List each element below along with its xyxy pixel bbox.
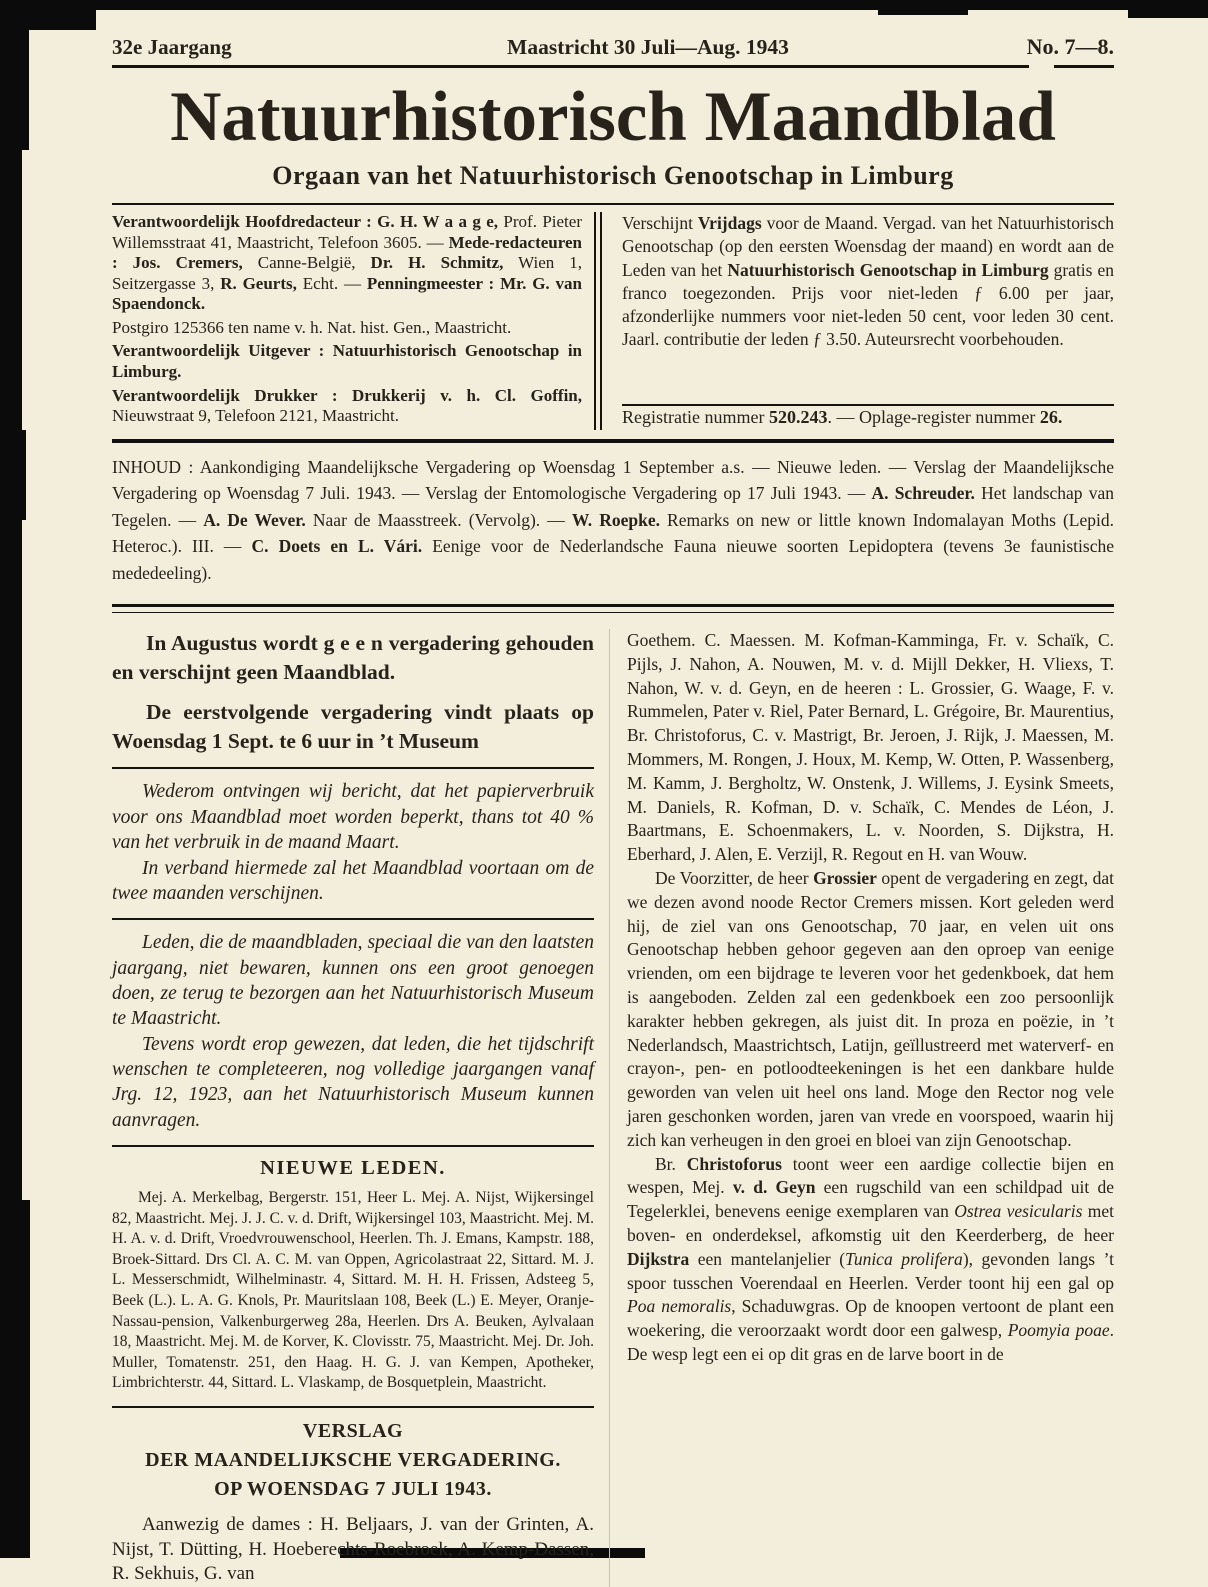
section-rule (112, 1145, 594, 1147)
back-issues-notice (112, 930, 594, 1133)
masthead-divider-rule (594, 212, 602, 430)
report-heading-line: OP WOENSDAG 7 JULI 1943. (214, 1478, 492, 1501)
issue-date: Maastricht 30 Juli—Aug. 1943 (507, 35, 789, 59)
masthead-editors-block (112, 212, 594, 430)
volume-label: 32e Jaargang (112, 35, 232, 59)
scan-edge-left-ragged-3 (0, 1200, 30, 1558)
specimens-paragraph: Br. Christoforus toont weer een aardige collectie bijen en wespen, Mej. v. d. Geyn een rugschild van een schildpad uit de Tegelerklei, benevens eenige exemplaren van Ostrea vesicularis met boven- en onderdeksel, afkomstig uit den Keerderberg, de heer Dijkstra een mantelanjelier (Tunica prolifera), gevonden langs ’t spoor tusschen Voerendaal en Heerlen. Verder toont hij een gal op Poa nemoralis, Schaduwgras. Op de knoopen vertoont de plant een woekering, die veroorzaakt wordt door een galwesp, Poomyia poae. De wesp legt een ei op dit gras en de larve boort in de (627, 1153, 1114, 1364)
chairman-paragraph: De Voorzitter, de heer Grossier opent de vergadering en zegt, dat we dezen avond noode Rector Cremers missen. Kort geleden werd hij, de ziel van ons Genootschap, 70 jaar, en velen uit ons Genootschap hebben gehoor gegeven aan den oproep van eenige vrienden, om een bijdrage te leveren voor het gedenkboek, dat hem is aangeboden. Zelden zal een gedenkboek een zoo persoonlijk karakter hebben gekregen, als juist dit. In proza en poëzie, in ’t Nederlandsch, Maastrichtsch, Latijn, geïllustreerd met waterverf- en crayon-, pen- en potloodteekeningen is het een dankbare hulde geworden van velen uit heel ons land. Moge den Rector nog vele jaren geschonken worden, jaren van vrede en voorspoed, waarin hij zich kan verheugen in den groei en bloei van zijn Genootschap. (627, 868, 1114, 1150)
scan-edge-top-right (1128, 0, 1208, 18)
section-rule (112, 1406, 594, 1408)
masthead-publisher-paragraph: Verantwoordelijk Uitgever : Natuurhistorisch Genootschap in Limburg. (112, 341, 582, 381)
new-members-list: Mej. A. Merkelbag, Bergerstr. 151, Heer L. Mej. A. Nijst, Wijkersingel 82, Maastricht. Mej. J. J. C. v. d. Drift, Wijkersingel 103, Maastricht. Mej. M. H. A. v. d. Drift, Vroedvrouwenschool, Heerlen. Th. J. Emans, Kampstr. 188, Broek-Sittard. Drs Cl. A. C. M. van Oppen, Agricolastraat 22, Sittard. M. J. L. Messerschmidt, Wilhelminastr. 4, Sittard. M. H. H. Frissen, Adsteeg 5, Beek (L.). L. A. G. Knols, Pr. Mauritslaan 108, Beek (L.) E. Meyer, Oranje-Nassau-pension, Valkenburgerweg 28a, Heerlen. Drs A. Beuken, Aylvalaan 18, Maastricht. Mej. M. de Korver, K. Clovisstr. 75, Maastricht. Mej. Dr. Joh. Muller, Tomatenstr. 251, den Haag. H. G. J. van Kempen, Apotheker, Limbrichterstr. 44, Sittard. L. Vlaskamp, de Bosquetplein, Maastricht. (112, 1188, 594, 1392)
registration-line: Registratie nummer 520.243. — Oplage-register nummer 26. (622, 406, 1063, 427)
table-of-contents: INHOUD : Aankondiging Maandelijksche Vergadering op Woensdag 1 September a.s. — Nieuwe leden. — Verslag der Maandelijksche Vergadering op Woensdag 7 Juli. 1943. — Verslag der Entomologische Vergadering op 17 Juli 1943. — A. Schreuder. Het landschap van Tegelen. — A. De Wever. Naar de Maasstreek. (Vervolg). — W. Roepke. Remarks on new or little known Indomalayan Moths (Lepid. Heteroc.). III. — C. Doets en L. Vári. Eenige voor de Nederlandsche Fauna nieuwe soorten Lepidoptera (tevens 3e faunistische mededeeling). (112, 456, 1115, 583)
report-heading-line: DER MAANDELIJKSCHE VERGADERING. (145, 1449, 561, 1472)
masthead-top-rule (112, 203, 1114, 205)
issue-number: No. 7—8. (1026, 34, 1114, 59)
section-rule (112, 767, 594, 769)
masthead-bottom-rule (112, 439, 1114, 443)
page-subtitle: Orgaan van het Natuurhistorisch Genootschap in Limburg (272, 161, 954, 190)
notice-paragraph: In verband hiermede zal het Maandblad voortaan om de twee maanden verschijnen. (112, 857, 594, 904)
attendees-continuation-paragraph: Goethem. C. Maessen. M. Kofman-Kamminga, Fr. v. Schaïk, C. Pijls, J. Nahon, A. Nouwen, M. v. d. Mijll Dekker, H. Vliexs, T. Nahon, W. v. d. Geyn, en de heeren : L. Grossier, G. Waage, F. v. Rummelen, Pater v. Riel, Pater Bernard, L. Grégoire, Br. Maurentius, Br. Christoforus, C. v. Mastrigt, Br. Jeroen, J. Rijk, J. Maessen, M. Mommers, M. Rongen, J. Houx, M. Kemp, W. Otten, P. Wassenberg, M. Kamm, J. Bergholtz, W. Onstenk, J. Willems, J. Eysink Smeets, M. Daniels, R. Kofman, D. v. Schaïk, C. Mendes de Léon, J. Baartmans, E. Schoenmakers, L. v. Noorden, S. Dijkstra, H. Eberhard, J. Alen, E. Verzijl, R. Regout en H. van Wouw. (627, 630, 1114, 865)
page (112, 10, 1114, 1587)
section-rule (112, 918, 594, 920)
scan-edge-top (0, 0, 1208, 10)
announcement-next-meeting: De eerstvolgende vergadering vindt plaats op Woensdag 1 Sept. te 6 uur in ’t Museum (112, 700, 594, 753)
right-column (610, 629, 1114, 1587)
notice-paragraph: Wederom ontvingen wij bericht, dat het papierverbruik voor ons Maandblad moet worden beperkt, thans tot 40 % van het verbruik in de maand Maart. (112, 781, 594, 854)
new-members-heading: NIEUWE LEDEN. (260, 1156, 446, 1179)
header-rule (112, 65, 1114, 68)
contents-bottom-rule (112, 604, 1114, 613)
scan-edge-left-ragged-1 (22, 0, 29, 150)
notice-paragraph: Leden, die de maandbladen, speciaal die van den laatsten jaargang, niet bewaren, kunnen ons een groot genoegen doen, ze terug te bezorgen aan het Natuurhistorisch Museum te Maastricht. (112, 932, 594, 1030)
masthead-printer-paragraph: Verantwoordelijk Drukker : Drukkerij v. h. Cl. Goffin, Nieuwstraat 9, Telefoon 2121, Maastricht. (112, 385, 582, 426)
scan-edge-left-ragged-2 (22, 430, 26, 520)
masthead-editors-paragraph: Verantwoordelijk Hoofdredacteur : G. H. W a a g e, Prof. Pieter Willemsstraat 41, Maastricht, Telefoon 3605. — Mede-redacteuren : Jos. Cremers, Canne-België, Dr. H. Schmitz, Wien 1, Seitzergasse 3, R. Geurts, Echt. — Penningmeester : Mr. G. van Spaendonck. (112, 212, 583, 314)
issue-header (112, 34, 1114, 60)
masthead-postgiro-paragraph: Postgiro 125366 ten name v. h. Nat. hist. Gen., Maastricht. (112, 317, 512, 337)
paper-restriction-notice (112, 779, 594, 906)
notice-paragraph: Tevens wordt erop gewezen, dat leden, die het tijdschrift wenschen te completeeren, nog volledige jaargangen vanaf Jrg. 12, 1923, aan het Natuurhistorisch Museum kunnen aanvragen. (112, 1033, 594, 1131)
announcement-no-meeting: In Augustus wordt g e e n vergadering gehouden en verschijnt geen Maandblad. (112, 631, 594, 684)
left-column (112, 629, 609, 1587)
page-title: Natuurhistorisch Maandblad (170, 78, 1056, 156)
masthead-subscription-block (602, 212, 1114, 430)
subscription-paragraph: Verschijnt Vrijdags voor de Maand. Vergad. van het Natuurhistorisch Genootschap (op den eersten Woensdag der maand) en wordt aan de Leden van het Natuurhistorisch Genootschap in Limburg gratis en franco toegezonden. Prijs voor niet-leden ƒ 6.00 per jaar, afzonderlijke nummers voor niet-leden 50 cent, voor leden 30 cent. Jaarl. contributie der leden ƒ 3.50. Auteursrecht voorbehouden. (622, 213, 1114, 350)
body-columns (112, 629, 1114, 1587)
masthead (112, 212, 1114, 430)
attendees-paragraph: Aanwezig de dames : H. Beljaars, J. van der Grinten, A. Nijst, T. Dütting, H. Hoeberechts-Roebroek, A. Kemp-Dassen, R. Sekhuis, G. van (112, 1514, 594, 1585)
report-heading-line: VERSLAG (302, 1420, 404, 1443)
